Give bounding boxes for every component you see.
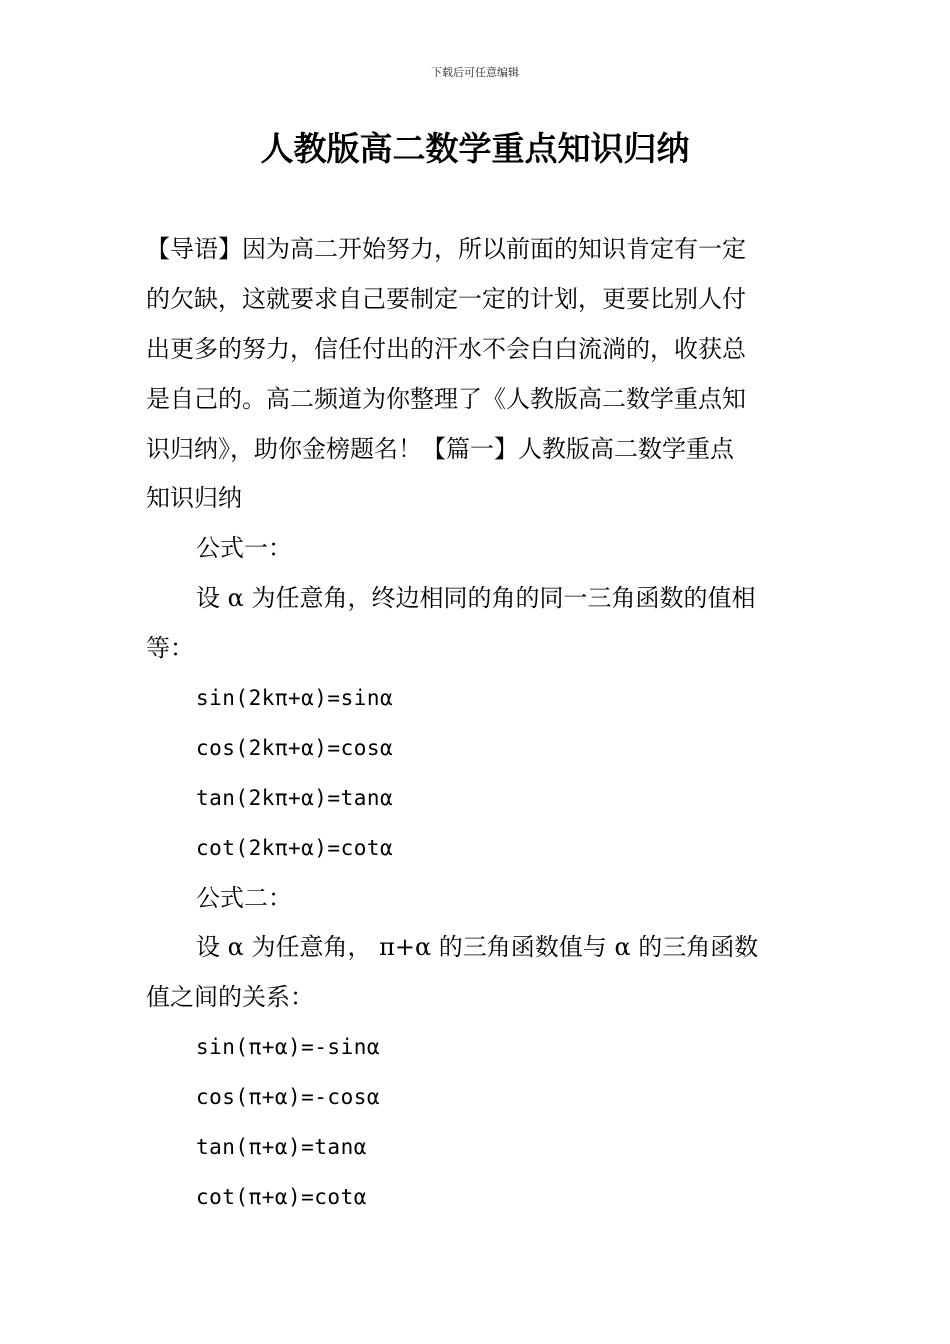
intro-line: 识归纳》，助你金榜题名！【篇一】人教版高二数学重点 <box>146 434 734 463</box>
intro-line: 知识归纳 <box>146 484 242 513</box>
formula2-heading: 公式二： <box>196 883 292 912</box>
intro-line: 出更多的努力，信任付出的汗水不会白白流淌的，收获总 <box>146 334 746 363</box>
document-title: 人教版高二数学重点知识归纳 <box>260 129 690 168</box>
formula1-description: 设 α 为任意角，终边相同的角的同一三角函数的值相 <box>196 584 756 613</box>
document-body <box>146 225 808 1223</box>
formula1-heading: 公式一： <box>196 534 292 563</box>
formula1-sin: sin(2kπ+α)=sinα <box>196 686 394 711</box>
intro-line: 【导语】因为高二开始努力，所以前面的知识肯定有一定 <box>146 235 746 263</box>
formula2-cos: cos(π+α)=-cosα <box>196 1085 381 1110</box>
formula1-tan: tan(2kπ+α)=tanα <box>196 785 394 810</box>
intro-line: 的欠缺，这就要求自己要制定一定的计划，更要比别人付 <box>146 284 746 313</box>
formula2-description-cont: 值之间的关系： <box>146 983 314 1012</box>
formula2-tan: tan(π+α)=tanα <box>196 1135 367 1160</box>
header-note: 下载后可任意编辑 <box>431 66 519 79</box>
formula2-description: 设 α 为任意角， π+α 的三角函数值与 α 的三角函数 <box>196 933 759 962</box>
formula2-sin: sin(π+α)=-sinα <box>196 1035 381 1060</box>
formula1-description-cont: 等： <box>146 634 194 663</box>
formula1-cos: cos(2kπ+α)=cosα <box>196 735 394 760</box>
formula1-cot: cot(2kπ+α)=cotα <box>196 835 394 860</box>
formula2-cot: cot(π+α)=cotα <box>196 1184 367 1209</box>
intro-line: 是自己的。高二频道为你整理了《人教版高二数学重点知 <box>146 384 746 413</box>
